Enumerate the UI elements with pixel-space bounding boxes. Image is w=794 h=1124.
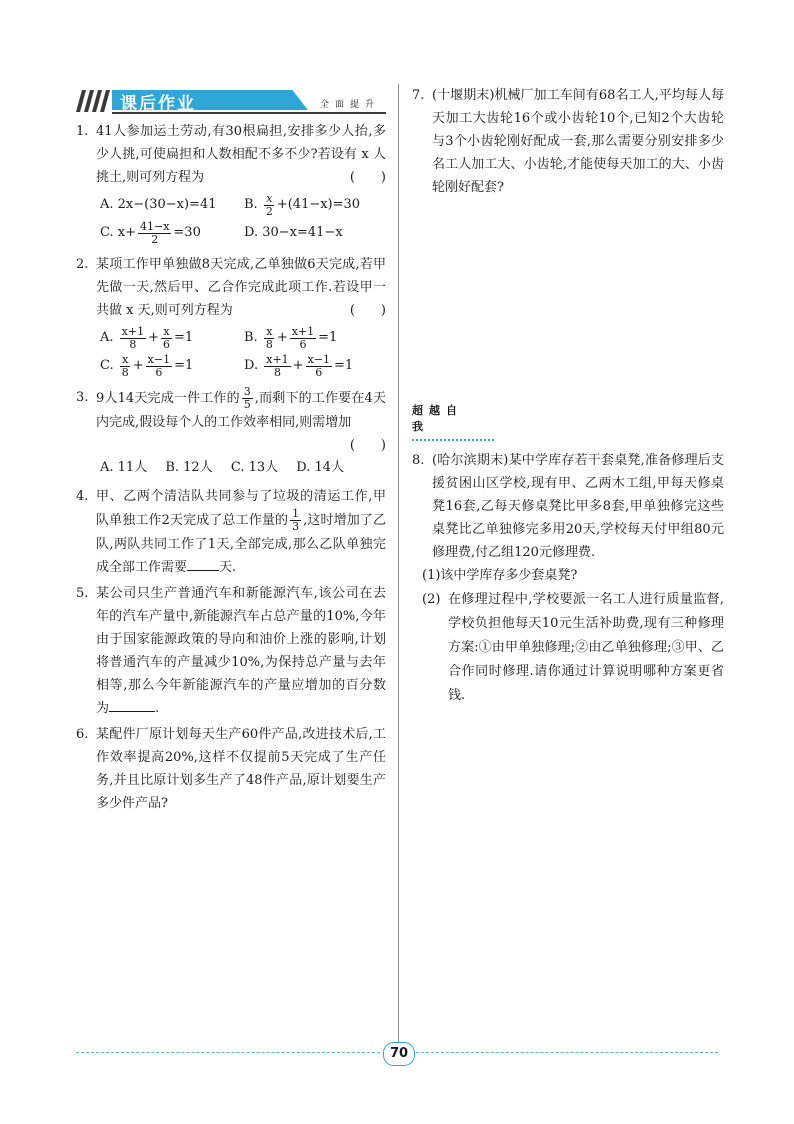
options [100,457,386,479]
option-c: C. 13人 [230,460,279,475]
fraction [264,326,275,351]
fraction [146,354,172,379]
operator: + [132,358,144,373]
numerator: x [122,352,129,366]
denominator: 2 [265,204,273,218]
option-label: B. [244,330,258,345]
option-rest: =1 [174,358,194,373]
denominator: 8 [121,365,129,379]
section-tag-underline [412,436,494,441]
question-number: 2. [76,257,89,272]
question-3 [76,386,386,479]
question-number: 7. [412,88,425,103]
numerator: x [163,324,170,338]
section-subtitle: 全面提升 [319,100,380,110]
fraction [290,326,316,351]
denominator: 8 [273,365,281,379]
question-text: 41人参加运土劳动,有30根扁担,安排多少人抬,多少人挑,可使扁担和人数相配不多不少?若设有 x 人挑土,则可列方程为 [96,124,386,185]
sub-question-1: (1)该中学库存多少套桌凳? [422,568,578,583]
section-banner [76,88,386,114]
numerator: x [266,324,273,338]
option-a: A. 2x−(30−x)=41 [100,197,217,212]
footer-line-right [416,1052,718,1053]
denominator: 8 [129,337,137,351]
question-text: 甲、乙两个清洁队共同参与了垃圾的清运工作,甲队单独工作2天完成了总工作量的 [96,489,386,528]
denominator: 5 [243,398,251,411]
option-d: D. 30−x=41−x [244,225,343,240]
section-tag [412,402,472,441]
option-rest: =1 [174,330,194,345]
numerator: 41−x [139,219,170,233]
question-number: 1. [76,124,89,139]
stripes-decoration [76,90,116,112]
question-number: 8. [412,453,425,468]
question-text-continued: ,这时增加了乙队,两队共同工作了1天,全部完成,那么乙队单独完成全部工作需要 [96,513,386,575]
question-5 [76,582,386,720]
sub-question-label: (2) [422,592,441,607]
answer-space [412,202,724,402]
option-label: C. [100,358,114,373]
denominator: 8 [265,337,273,351]
question-text: 9人14天完成一件工作的 [96,391,240,406]
answer-paren: ( ) [349,170,386,185]
fraction [290,508,301,533]
operator: + [292,358,304,373]
question-text: 某公司只生产普通汽车和新能源汽车,该公司在去年的汽车产量中,新能源汽车占总产量的10%,今年由于国家能源政策的导向和油价上涨的影响,计划将普通汽车的产量减少10%,为保持总产量与去年相等,那么今年新能源汽车的产量应增加的百分数为 [96,586,386,716]
question-number: 3. [76,390,89,405]
option-rest: =1 [318,330,338,345]
section-tag-label: 超越自我 [412,404,463,433]
column-divider [398,84,399,1042]
option-label: B. [244,197,258,212]
denominator: 6 [163,337,170,351]
question-text-continued: ,而剩下的工作要在4天内完成,假设每个人的工作效率相同,则需增加 [96,391,386,430]
numerator: x [266,191,273,205]
question-number: 4. [76,489,89,504]
question-text-end: 天. [219,560,237,575]
numerator: x−1 [147,352,171,366]
options [100,191,386,247]
question-text: (十堰期末)机械厂加工车间有68名工人,平均每人每天加工大齿轮16个或小齿轮10个,已知2个大齿轮与3个小齿轮刚好配成一套,那么需要分别安排多少名工人加工大、小齿轮,才能使每天加工的大、小齿轮刚好配套? [432,88,724,195]
numerator: x+1 [121,324,145,338]
question-8 [412,449,724,708]
option-rest: =30 [173,225,201,240]
numerator: x−1 [307,352,330,366]
page-number: 70 [383,1042,415,1066]
denominator: 2 [151,232,159,246]
answer-blank[interactable] [109,711,155,712]
sub-question-2 [422,588,724,708]
fraction [264,354,290,379]
answer-paren: ( ) [349,438,386,453]
options [100,324,386,380]
denominator: 6 [155,365,163,379]
fraction [120,354,131,379]
banner-underline [112,112,386,114]
question-text: 某配件厂原计划每天生产60件产品,改进技术后,工作效率提高20%,这样不仅提前5天完成了生产任务,并且比原计划多生产了48件产品,原计划要生产多少件产品? [96,727,386,811]
answer-paren: ( ) [349,303,386,318]
option-d [244,352,353,380]
fraction [161,326,172,351]
fraction [242,386,253,411]
question-number: 6. [76,727,89,742]
option-b [244,324,337,352]
option-label: C. x+ [100,225,136,240]
option-b [244,191,360,219]
denominator: 6 [299,337,307,351]
option-d: D. 14人 [296,460,345,475]
question-7 [412,84,724,199]
numerator: 1 [292,507,300,520]
question-text: (哈尔滨期末)某中学库存若干套桌凳,准备修理后支援贫困山区学校,现有甲、乙两木工组,甲每天修桌凳16套,乙每天修桌凳比甲多8套,甲单独修完这些桌凳比乙单独修完多用20天,学校每天付甲组80元修理费,付乙组120元修理费. [432,453,724,560]
operator: + [276,330,288,345]
option-a [100,324,244,352]
question-6 [76,723,386,815]
operator: + [148,330,159,345]
numerator: x+1 [266,352,289,366]
fraction [120,326,146,351]
option-label: D. [244,358,259,373]
left-column [76,88,386,818]
option-c [100,352,244,380]
option-rest: =1 [333,358,354,373]
fraction [306,354,332,379]
question-number: 5. [76,586,89,601]
section-title: 课后作业 [120,94,196,114]
option-c [100,219,244,247]
numerator: 3 [243,385,251,398]
question-1 [76,120,386,247]
answer-blank[interactable] [187,570,219,571]
denominator: 6 [315,365,323,379]
option-label: A. [100,330,114,345]
sub-question-text: 在修理过程中,学校要派一名工人进行质量监督,学校负担他每天10元生活补助费,现有三种修理方案:①由甲单独修理;②由乙单独修理;③甲、乙合作同时修理.请你通过计算说明哪种方案更省钱. [448,592,724,703]
fraction [264,193,275,218]
fraction [138,221,171,246]
footer-line-left [76,1052,380,1053]
option-a: A. 11人 [100,460,148,475]
option-b: B. 12人 [165,460,213,475]
numerator: x+1 [291,324,315,338]
question-text: 某项工作甲单独做8天完成,乙单独做6天完成,若甲先做一天,然后甲、乙合作完成此项工作.若设甲一共做 x 天,则可列方程为 [96,257,386,318]
option-rest: +(41−x)=30 [276,197,361,212]
question-4 [76,485,386,579]
question-2 [76,253,386,380]
question-text-end: . [155,701,160,716]
denominator: 3 [292,520,300,533]
right-column [412,88,724,711]
